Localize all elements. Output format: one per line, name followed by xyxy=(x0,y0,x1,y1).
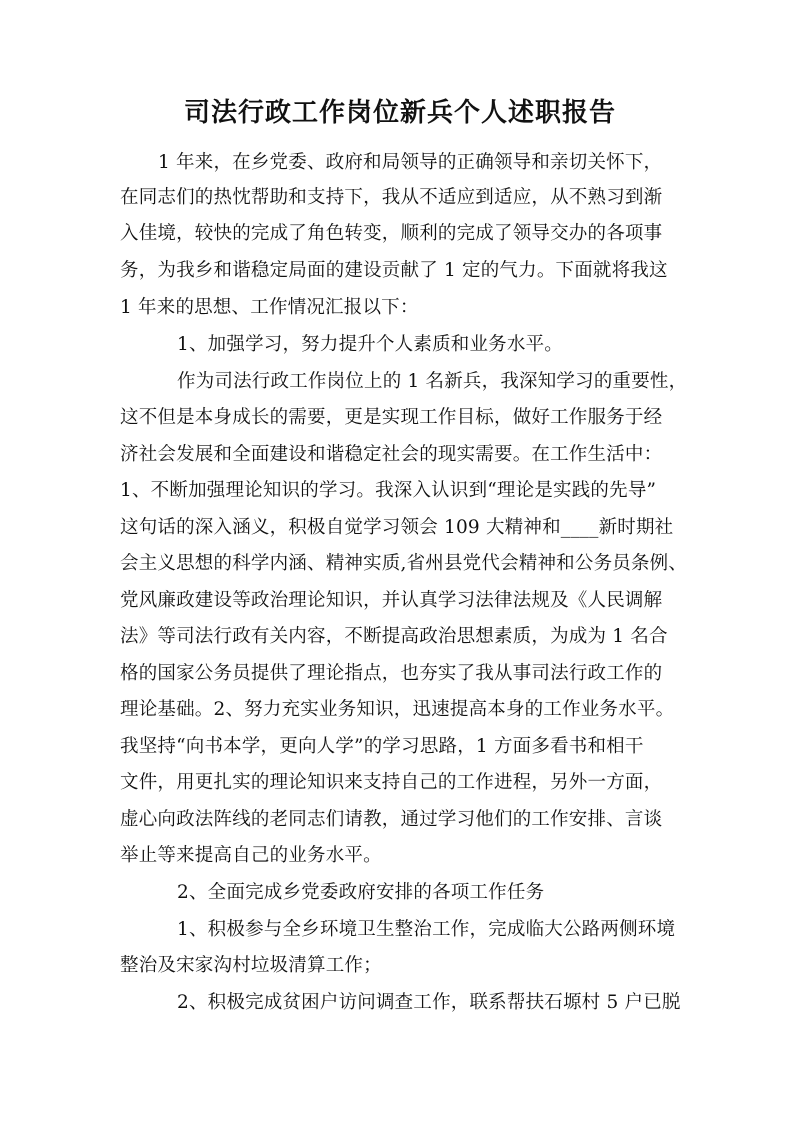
paragraph-line-3: 入佳境，较快的完成了角色转变，顺利的完成了领导交办的各项事 xyxy=(120,223,663,244)
section-heading-2: 2、全面完成乡党委政府安排的各项工作任务 xyxy=(177,882,545,903)
paragraph-line-17: 我坚持“向书本学，更向人学”的学习思路，1 方面多看书和相干 xyxy=(120,736,644,757)
paragraph-line-13: 党风廉政建设等政治理论知识，并认真学习法律法规及《人民调解 xyxy=(120,590,663,611)
paragraph-line-5: 1 年来的思想、工作情况汇报以下： xyxy=(120,297,419,318)
paragraph-line-16: 理论基础。2、努力充实业务知识，迅速提高本身的工作业务水平。 xyxy=(120,699,675,720)
paragraph-line-10: 1、不断加强理论知识的学习。我深入认识到“理论是实践的先导” xyxy=(120,480,657,501)
paragraph-line-2: 在同志们的热忱帮助和支持下，我从不适应到适应，从不熟习到渐 xyxy=(120,187,663,208)
paragraph-line-15: 格的国家公务员提供了理论指点，也夯实了我从事司法行政工作的 xyxy=(120,663,663,684)
document-title: 司法行政工作岗位新兵个人述职报告 xyxy=(183,98,616,128)
paragraph-line-24: 2、积极完成贫困户访问调查工作，联系帮扶石塬村 5 户已脱 xyxy=(177,992,681,1013)
paragraph-line-19: 虚心向政法阵线的老同志们请教，通过学习他们的工作安排、言谈 xyxy=(120,809,663,830)
paragraph-line-14: 法》等司法行政有关内容，不断提高政治思想素质，为成为 1 名合 xyxy=(120,626,668,647)
paragraph-line-23: 整治及宋家沟村垃圾清算工作； xyxy=(120,955,382,976)
section-heading-1: 1、加强学习，努力提升个人素质和业务水平。 xyxy=(177,334,563,355)
paragraph-line-20: 举止等来提高自己的业务水平。 xyxy=(120,845,382,866)
paragraph-line-18: 文件，用更扎实的理论知识来支持自己的工作进程，另外一方面， xyxy=(120,772,663,793)
paragraph-line-7: 作为司法行政工作岗位上的 1 名新兵，我深知学习的重要性， xyxy=(177,371,688,392)
paragraph-line-1: 1 年来，在乡党委、政府和局领导的正确领导和亲切关怀下， xyxy=(158,152,663,173)
paragraph-line-12: 会主义思想的科学内涵、精神实质,省州县党代会精神和公务员条例、 xyxy=(120,553,688,574)
paragraph-line-9: 济社会发展和全面建设和谐稳定社会的现实需要。在工作生活中： xyxy=(120,444,663,465)
paragraph-line-22: 1、积极参与全乡环境卫生整治工作，完成临大公路两侧环境 xyxy=(177,919,676,940)
paragraph-line-4: 务，为我乡和谐稳定局面的建设贡献了 1 定的气力。下面就将我这 xyxy=(120,260,668,281)
paragraph-line-11: 这句话的深入涵义，积极自觉学习领会 109 大精神和____新时期社 xyxy=(120,517,674,538)
paragraph-line-8: 这不但是本身成长的需要，更是实现工作目标，做好工作服务于经 xyxy=(120,407,663,428)
